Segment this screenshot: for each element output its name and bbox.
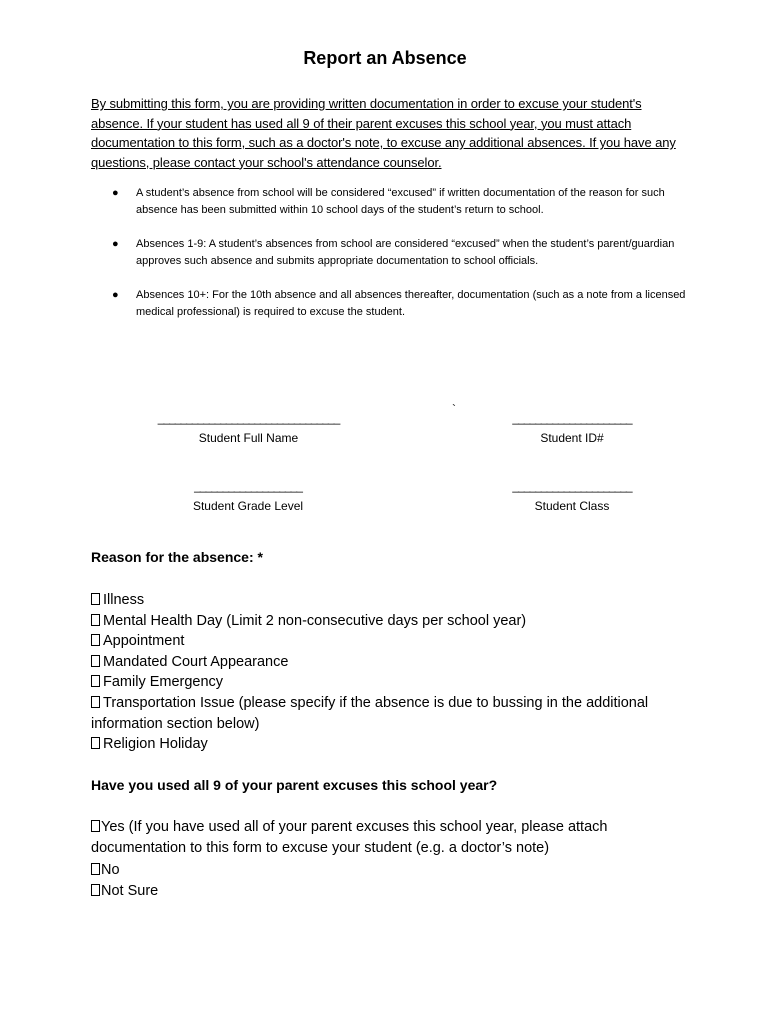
reason-option-label: Transportation Issue (please specify if the absence is due to bussing in the additional information section below)	[91, 694, 649, 732]
student-grade-level-label: Student Grade Level	[192, 499, 304, 513]
signature-line: ___________________	[194, 479, 302, 493]
reason-option[interactable]	[91, 734, 691, 755]
signature-line: _____________________	[512, 479, 632, 493]
reason-option[interactable]	[91, 631, 691, 652]
intro-paragraph: By submitting this form, you are providing written documentation in order to excuse your student's absence. If your student has used all 9 of their parent excuses this school year, you must attach documentation to this form, such as a doctor's note, to excuse any additional absences. If you have any questions, please contact your school's attendance counselor.	[91, 96, 676, 170]
bullet-marker: ●	[112, 187, 119, 199]
reason-option[interactable]	[91, 590, 691, 611]
checkbox[interactable]	[91, 820, 100, 832]
reason-heading: Reason for the absence: *	[91, 549, 263, 565]
checkbox[interactable]	[91, 593, 100, 605]
parent-excuses-option-label: No	[101, 861, 120, 878]
student-full-name-field[interactable]	[136, 410, 361, 446]
policy-bullet	[91, 236, 691, 270]
reason-option-label: Appointment	[103, 633, 185, 650]
reason-option[interactable]	[91, 652, 691, 673]
parent-excuses-option[interactable]	[91, 881, 691, 902]
policy-bullet-text: Absences 1-9: A student’s absences from school are considered “excused” when the student’s parent/guardian approves such absence and submits appropriate documentation to school officials.	[136, 238, 675, 267]
student-id-label: Student ID#	[540, 431, 604, 445]
checkbox[interactable]	[91, 884, 100, 896]
reason-option-label: Family Emergency	[103, 674, 224, 691]
reason-option-label: Mental Health Day (Limit 2 non-consecutive days per school year)	[103, 612, 527, 629]
parent-excuses-heading: Have you used all 9 of your parent excuses this school year?	[91, 777, 498, 793]
bullet-marker: ●	[112, 238, 119, 250]
policy-bullet-text: Absences 10+: For the 10th absence and all absences thereafter, documentation (such as a note from a licensed medical professional) is required to excuse the student.	[136, 289, 686, 318]
signature-line: ________________________________	[157, 411, 340, 425]
checkbox[interactable]	[91, 863, 100, 875]
checkbox[interactable]	[91, 655, 100, 667]
student-full-name-label: Student Full Name	[198, 431, 299, 445]
parent-excuses-option-label: Not Sure	[101, 883, 159, 900]
reason-option[interactable]	[91, 693, 691, 734]
student-class-label: Student Class	[534, 499, 610, 513]
bullet-marker: ●	[112, 289, 119, 301]
reason-option-label: Mandated Court Appearance	[103, 653, 289, 670]
policy-bullet	[91, 185, 691, 219]
parent-excuses-option[interactable]	[91, 860, 691, 881]
reason-option[interactable]	[91, 611, 691, 632]
checkbox[interactable]	[91, 737, 100, 749]
signature-line: _____________________	[512, 411, 632, 425]
reason-option-label: Religion Holiday	[103, 736, 208, 753]
student-grade-level-field[interactable]	[181, 478, 315, 514]
reason-option[interactable]	[91, 672, 691, 693]
reason-options	[91, 590, 691, 755]
policy-bullet-text: A student’s absence from school will be considered “excused” if written documentation of the reason for such absence has been submitted within 10 school days of the student’s return to school.	[136, 187, 665, 216]
checkbox[interactable]	[91, 634, 100, 646]
checkbox[interactable]	[91, 675, 100, 687]
student-id-field[interactable]	[498, 410, 646, 446]
checkbox[interactable]	[91, 614, 100, 626]
checkbox[interactable]	[91, 696, 100, 708]
student-class-field[interactable]	[498, 478, 646, 514]
policy-bullet-list	[91, 185, 691, 321]
parent-excuses-option[interactable]	[91, 817, 691, 860]
stray-mark: `	[452, 402, 456, 416]
page-title: Report an Absence	[303, 48, 467, 68]
reason-option-label: Illness	[103, 592, 145, 608]
policy-bullet	[91, 287, 691, 321]
parent-excuses-options	[91, 817, 691, 903]
parent-excuses-option-label: Yes (If you have used all of your parent excuses this school year, please attach documentation to this form to excuse your student (e.g. a doctor’s note)	[91, 819, 608, 857]
